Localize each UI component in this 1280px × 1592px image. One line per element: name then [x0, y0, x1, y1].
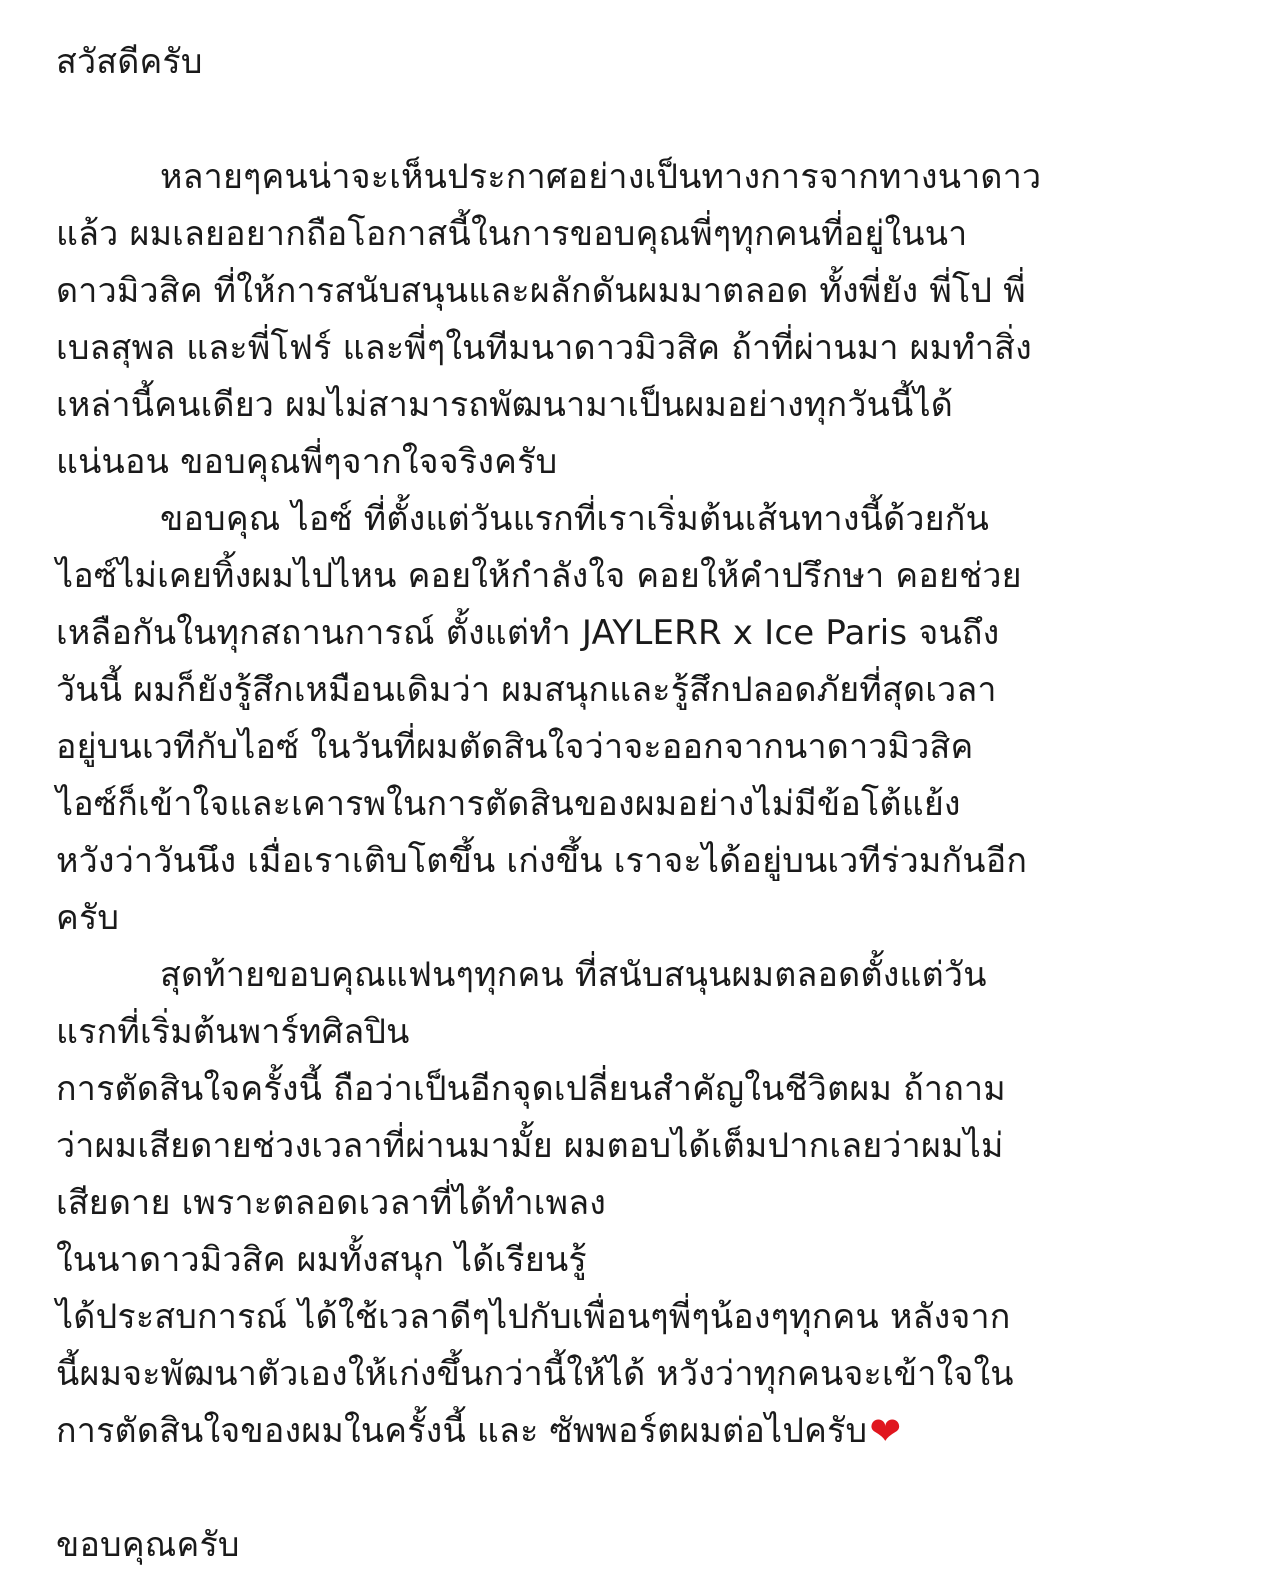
text-line: ว่าผมเสียดายช่วงเวลาที่ผ่านมามั้ย ผมตอบได้เต็มปากเลยว่าผมไม่: [56, 1126, 1004, 1166]
text-line: ครับ: [56, 898, 120, 938]
closing: ขอบคุณครับ: [56, 1525, 240, 1565]
text-line: ได้ประสบการณ์ ได้ใช้เวลาดีๆไปกับเพื่อนๆพี่ๆน้องๆทุกคน หลังจาก: [56, 1297, 1011, 1337]
text-line: เบลสุพล และพี่โฟร์ และพี่ๆในทีมนาดาวมิวสิค ถ้าที่ผ่านมา ผมทำสิ่ง: [56, 328, 1032, 368]
text-line: เหลือกันในทุกสถานการณ์ ตั้งแต่ทำ JAYLERR x Ice Paris จนถึง: [56, 613, 1000, 653]
text-line: หวังว่าวันนึง เมื่อเราเติบโตขึ้น เก่งขึ้น เราจะได้อยู่บนเวทีร่วมกันอีก: [56, 841, 1028, 881]
text-line: ไอซ์ก็เข้าใจและเคารพในการตัดสินของผมอย่างไม่มีข้อโต้แย้ง: [56, 784, 961, 824]
text-line: เหล่านี้คนเดียว ผมไม่สามารถพัฒนามาเป็นผมอย่างทุกวันนี้ได้: [56, 385, 954, 425]
text-line-with-heart: [56, 1411, 901, 1451]
text-line: นี้ผมจะพัฒนาตัวเองให้เก่งขึ้นกว่านี้ให้ได้ หวังว่าทุกคนจะเข้าใจใน: [56, 1354, 1014, 1394]
text-line: แล้ว ผมเลยอยากถือโอกาสนี้ในการขอบคุณพี่ๆทุกคนที่อยู่ในนา: [56, 214, 968, 254]
heart-icon: ❤: [869, 1409, 902, 1453]
text-line: อยู่บนเวทีกับไอซ์ ในวันที่ผมตัดสินใจว่าจะออกจากนาดาวมิวสิค: [56, 727, 974, 767]
text-line: เสียดาย เพราะตลอดเวลาที่ได้ทำเพลง: [56, 1183, 607, 1223]
text-line: แรกที่เริ่มต้นพาร์ทศิลปิน: [56, 1012, 410, 1052]
text-line: หลายๆคนน่าจะเห็นประกาศอย่างเป็นทางการจากทางนาดาว: [160, 157, 1042, 197]
text-line: การตัดสินใจครั้งนี้ ถือว่าเป็นอีกจุดเปลี่ยนสำคัญในชีวิตผม ถ้าถาม: [56, 1069, 1006, 1109]
text-line: วันนี้ ผมก็ยังรู้สึกเหมือนเดิมว่า ผมสนุกและรู้สึกปลอดภัยที่สุดเวลา: [56, 670, 997, 710]
text-line: การตัดสินใจของผมในครั้งนี้ และ ซัพพอร์ตผมต่อไปครับ: [56, 1411, 868, 1451]
text-line: ไอซ์ไม่เคยทิ้งผมไปไหน คอยให้กำลังใจ คอยให้คำปรึกษา คอยช่วย: [56, 556, 1022, 596]
text-line: ดาวมิวสิค ที่ให้การสนับสนุนและผลักดันผมมาตลอด ทั้งพี่ยัง พี่โป พี่: [56, 271, 1026, 311]
text-line: สุดท้ายขอบคุณแฟนๆทุกคน ที่สนับสนุนผมตลอดตั้งแต่วัน: [160, 955, 987, 995]
text-line: ขอบคุณ ไอซ์ ที่ตั้งแต่วันแรกที่เราเริ่มต้นเส้นทางนี้ด้วยกัน: [160, 499, 990, 539]
greeting: สวัสดีครับ: [56, 42, 203, 82]
text-line: แน่นอน ขอบคุณพี่ๆจากใจจริงครับ: [56, 442, 558, 482]
text-line: ในนาดาวมิวสิค ผมทั้งสนุก ได้เรียนรู้: [56, 1240, 587, 1280]
